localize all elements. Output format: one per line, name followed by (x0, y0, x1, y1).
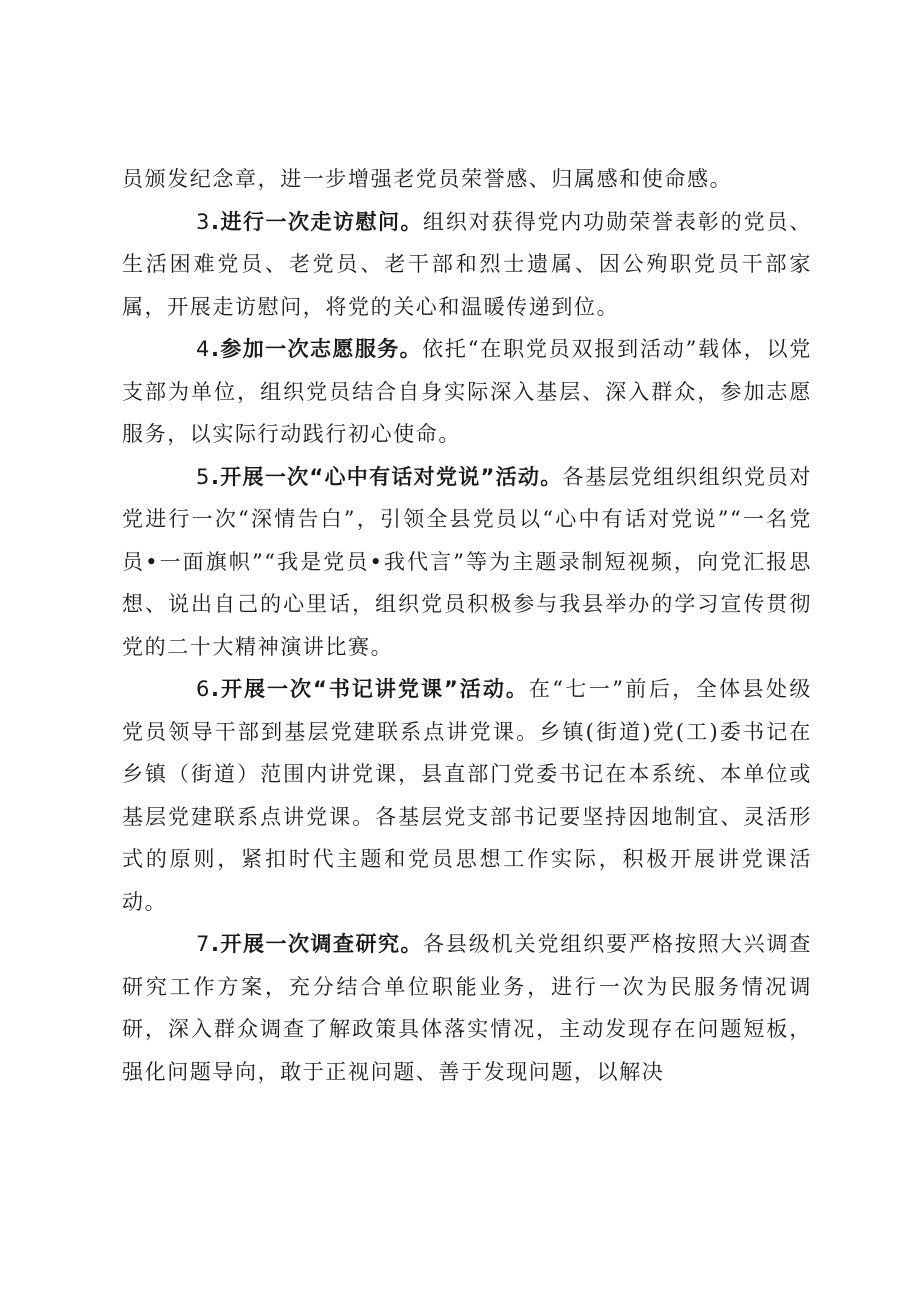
item-number: 4 (196, 337, 211, 361)
paragraph-text: 在“七一”前后，全体县处级党员领导干部到基层党建联系点讲党课。乡镇(街道)党(工)委书记在乡镇（街道）范围内讲党课，县直部门党委书记在本系统、本单位或基层党建联系点讲党课。各基层党支部书记要坚持因地制宜、灵活形式的原则，紧扣时代主题和党员思想工作实际，积极开展讲党课活动。 (122, 677, 812, 914)
paragraph-text: 组织对获得党内功勋荣誉表彰的党员、生活困难党员、老党员、老干部和烈士遗属、因公殉职党员干部家属，开展走访慰问，将党的关心和温暖传递到位。 (122, 209, 812, 319)
document-body (122, 158, 812, 1093)
paragraph-text: 依托“在职党员双报到活动”载体，以党支部为单位，组织党员结合自身实际深入基层、深入群众，参加志愿服务，以实际行动践行初心使命。 (122, 337, 812, 446)
paragraph-text: 各基层党组织组织党员对党进行一次“深情告白”，引领全县党员以“心中有话对党说”“一名党员•一面旗帜”“我是党员•我代言”等为主题录制短视频，向党汇报思想、说出自己的心里话，组织党员积极参与我县举办的学习宣传贯彻党的二十大精神演讲比赛。 (122, 464, 812, 659)
item-number: 3 (196, 209, 211, 234)
item-heading: .开展一次“心中有话对党说”活动。 (210, 464, 563, 489)
item-heading: .参加一次志愿服务。 (210, 337, 423, 361)
paragraph-item-5 (122, 456, 812, 669)
paragraph-text: 各县级机关党组织要严格按照大兴调查研究工作方案，充分结合单位职能业务，进行一次为民服务情况调研，深入群众调查了解政策具体落实情况，主动发现存在问题短板，强化问题导向，敢于正视问题、善于发现问题，以解决 (122, 932, 812, 1084)
paragraph-continuation (122, 158, 812, 201)
paragraph-item-7 (122, 923, 812, 1093)
item-heading: .开展一次“书记讲党课”活动。 (210, 677, 529, 701)
item-number: 7 (196, 932, 211, 956)
item-heading: .开展一次调查研究。 (210, 932, 423, 956)
paragraph-item-4 (122, 328, 812, 456)
paragraph-text: 员颁发纪念章，进一步增强老党员荣誉感、归属感和使命感。 (122, 167, 733, 191)
item-heading: .进行一次走访慰问。 (210, 209, 423, 234)
item-number: 5 (196, 464, 211, 489)
paragraph-item-6 (122, 668, 812, 923)
paragraph-item-3 (122, 201, 812, 329)
item-number: 6 (196, 677, 211, 701)
